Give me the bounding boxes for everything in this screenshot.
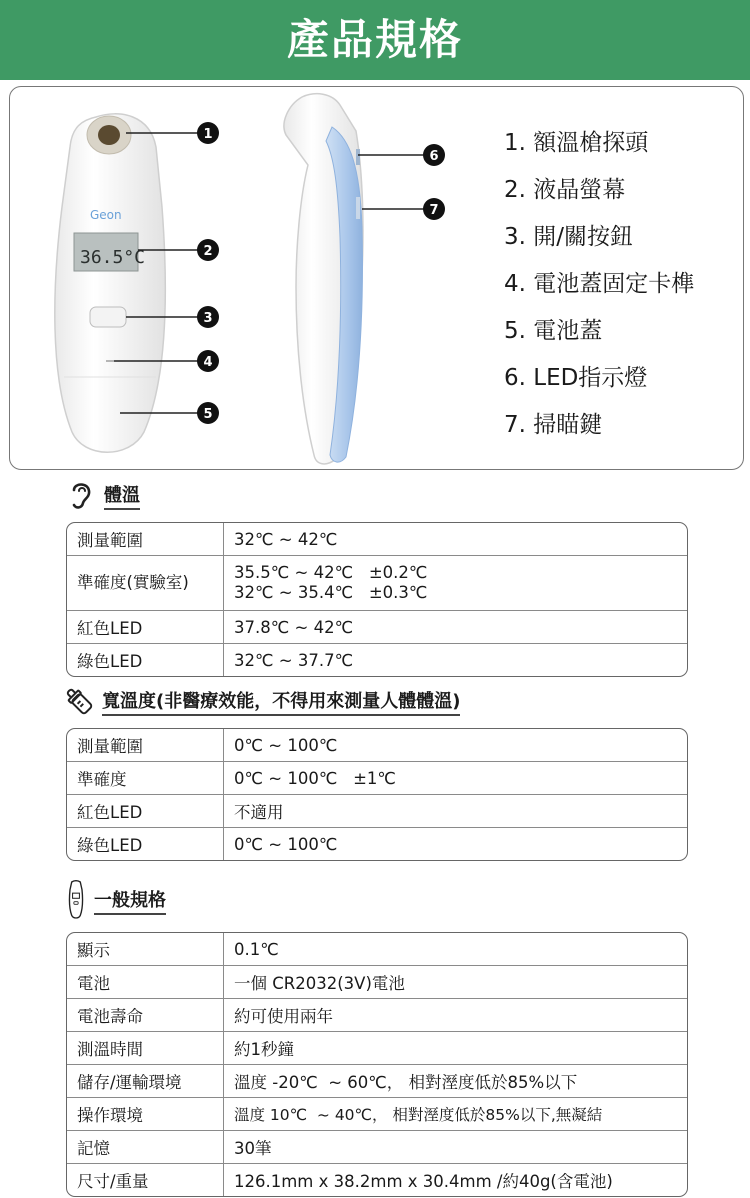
thermometer-icon — [64, 878, 88, 922]
spec-key: 電池壽命 — [67, 999, 224, 1032]
wide-temp-table — [66, 728, 688, 861]
spec-key: 顯示 — [67, 933, 224, 966]
general-heading — [64, 876, 166, 924]
wide-temp-heading — [62, 684, 460, 718]
table-row — [67, 999, 687, 1032]
spec-key: 電池 — [67, 966, 224, 999]
spec-value: 0℃ ~ 100℃ — [224, 729, 687, 762]
spec-key: 測量範圍 — [67, 729, 224, 762]
page-title: 產品規格 — [286, 15, 463, 64]
spec-key: 操作環境 — [67, 1098, 224, 1131]
table-row — [67, 523, 687, 556]
spec-value: 一個 CR2032(3V)電池 — [224, 966, 687, 999]
table-row — [67, 795, 687, 828]
spec-key: 尺寸/重量 — [67, 1164, 224, 1196]
part-item: 4. 電池蓋固定卡榫 — [504, 271, 695, 297]
callout-marker-5: 5 — [203, 407, 213, 422]
table-row — [67, 762, 687, 795]
table-row — [67, 644, 687, 676]
general-table — [66, 932, 688, 1197]
spec-key: 測量範圍 — [67, 523, 224, 556]
table-row — [67, 1065, 687, 1098]
spec-key: 準確度 — [67, 762, 224, 795]
thermometer-front-view — [55, 114, 166, 452]
spec-value: 32℃ ~ 37.7℃ — [234, 650, 354, 670]
header-banner — [0, 0, 750, 80]
table-row — [67, 1098, 687, 1131]
spec-value: 溫度 -20℃ ~ 60℃， 相對溼度低於85%以下 — [224, 1065, 687, 1098]
spec-key: 測溫時間 — [67, 1032, 224, 1065]
spec-key: 儲存/運輸環境 — [67, 1065, 224, 1098]
spec-value: 30筆 — [224, 1131, 687, 1164]
spec-value: 0℃ ~ 100℃ ±1℃ — [224, 762, 687, 795]
general-title: 一般規格 — [94, 886, 166, 915]
body-temp-heading — [64, 478, 140, 512]
lcd-reading: 36.5°C — [80, 247, 146, 268]
callout-marker-3: 3 — [203, 311, 213, 326]
part-item: 6. LED指示燈 — [504, 365, 648, 391]
spec-value: 不適用 — [224, 795, 687, 828]
spec-value — [224, 556, 687, 611]
spec-value: 126.1mm x 38.2mm x 30.4mm /約40g(含電池) — [234, 1172, 613, 1191]
table-row — [67, 729, 687, 762]
spec-key: 準確度(實驗室) — [67, 556, 224, 611]
wide-temp-title: 寬溫度(非醫療效能，不得用來測量人體體溫) — [102, 687, 460, 716]
spec-key: 紅色LED — [67, 611, 224, 644]
spec-value: 37.8℃ ~ 42℃ — [224, 611, 687, 644]
callout-lines-side — [358, 155, 424, 209]
part-item: 1. 額溫槍探頭 — [504, 130, 649, 156]
spec-value: 溫度 10℃ ~ 40℃， 相對溼度低於85%以下,無凝結 — [224, 1098, 687, 1131]
table-row — [67, 1164, 687, 1196]
spec-value: 0℃ ~ 100℃ — [234, 834, 338, 854]
table-row — [67, 933, 687, 966]
spec-key: 紅色LED — [67, 795, 224, 828]
body-temp-title: 體溫 — [104, 481, 140, 510]
spec-key: 綠色LED — [67, 828, 224, 860]
spec-value: 32℃ ~ 42℃ — [224, 523, 687, 556]
callout-marker-7: 7 — [429, 203, 439, 218]
spec-key: 記憶 — [67, 1131, 224, 1164]
part-item: 2. 液晶螢幕 — [504, 177, 626, 203]
spec-value: 約可使用兩年 — [224, 999, 687, 1032]
callout-marker-6: 6 — [429, 149, 439, 164]
callout-marker-2: 2 — [203, 244, 213, 259]
ear-icon — [64, 478, 98, 512]
table-row — [67, 1032, 687, 1065]
part-item: 5. 電池蓋 — [504, 318, 603, 344]
spec-value: 0.1℃ — [224, 933, 687, 966]
table-row — [67, 611, 687, 644]
part-item: 3. 開/關按鈕 — [504, 224, 634, 250]
brand-logo: Geon — [90, 208, 122, 222]
thermometer-side-view — [284, 94, 363, 464]
callout-marker-1: 1 — [203, 127, 213, 142]
body-temp-table — [66, 522, 688, 677]
spec-key: 綠色LED — [67, 644, 224, 676]
spec-value-line: 32℃ ~ 35.4℃ ±0.3℃ — [234, 583, 428, 602]
table-row — [67, 1131, 687, 1164]
spec-value: 約1秒鐘 — [224, 1032, 687, 1065]
table-row — [67, 828, 687, 860]
spec-value-line: 35.5℃ ~ 42℃ ±0.2℃ — [234, 563, 428, 582]
baby-bottle-icon — [62, 684, 96, 718]
callout-marker-4: 4 — [203, 355, 213, 370]
table-row — [67, 556, 687, 611]
table-row — [67, 966, 687, 999]
parts-list — [504, 120, 694, 449]
part-item: 7. 掃瞄鍵 — [504, 412, 603, 438]
